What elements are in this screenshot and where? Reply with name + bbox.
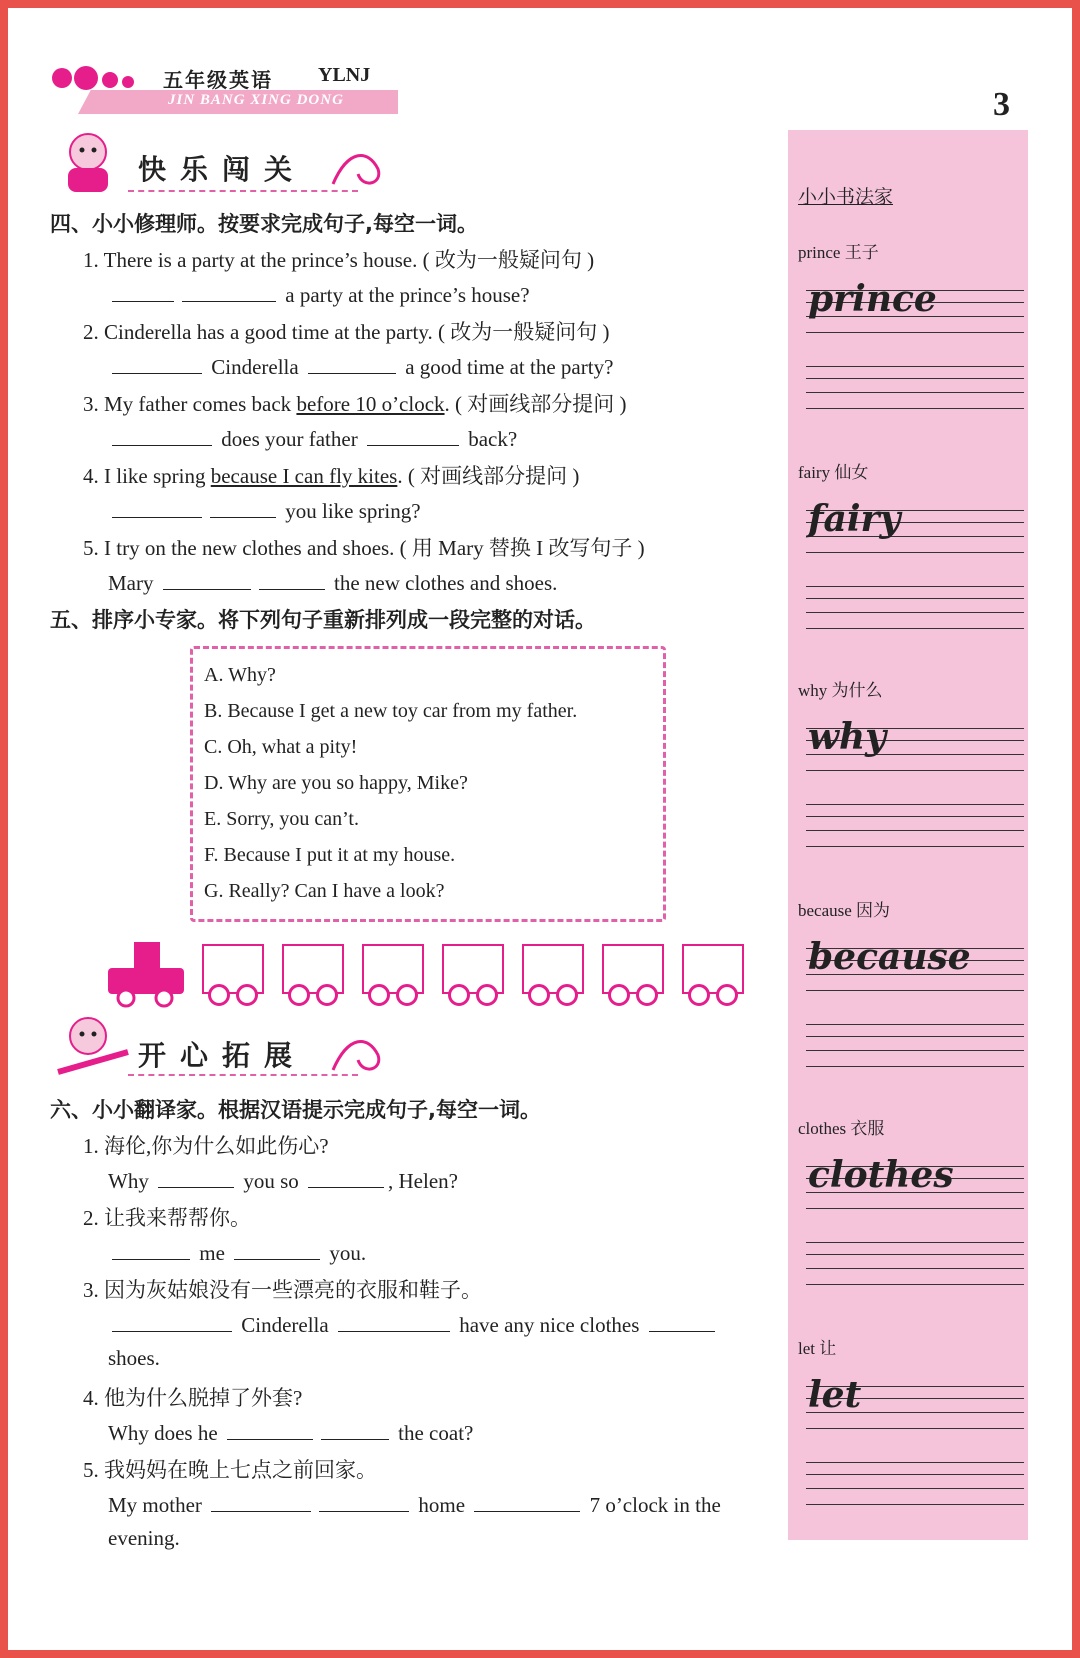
sidebar-title: 小小书法家 [798, 186, 894, 208]
translate-3-en: Cinderella have any nice clothes [108, 1310, 719, 1338]
translate-5-cn: 5. 我妈妈在晚上七点之前回家。 [83, 1458, 377, 1482]
header-dot [74, 66, 98, 90]
script-word: fairy [808, 498, 901, 540]
translate-3-cn: 3. 因为灰姑娘没有一些漂亮的衣服和鞋子。 [83, 1278, 482, 1302]
dialogue-option: E. Sorry, you can’t. [204, 808, 359, 830]
question-5-prompt: 5. I try on the new clothes and shoes. ( 用 Mary 替换 I 改写句子 ) [83, 536, 645, 560]
word-label: because 因为 [798, 901, 891, 920]
dialogue-option: C. Oh, what a pity! [204, 736, 358, 758]
word-card-fairy [798, 458, 1018, 540]
question-1-answer: a party at the prince’s house? [108, 280, 530, 308]
word-label: prince 王子 [798, 243, 879, 262]
train-engine-icon [104, 938, 194, 1008]
cartoon-boy-icon [48, 128, 138, 198]
header-dot [52, 68, 72, 88]
train-answer-slots [104, 938, 764, 1008]
script-word: because [808, 936, 971, 978]
word-card-prince [798, 238, 1018, 320]
script-word: let [808, 1374, 862, 1416]
translate-2-en: me you. [108, 1238, 366, 1266]
page-number: 3 [993, 86, 1010, 123]
section-title-happy-extension: 开心拓展 [138, 1039, 307, 1072]
translate-3-en-cont: shoes. [108, 1346, 160, 1370]
cartoon-girl-icon [48, 1012, 138, 1082]
word-card-clothes [798, 1114, 1018, 1196]
word-label: fairy 仙女 [798, 463, 869, 482]
section-divider [128, 1074, 358, 1076]
question-2-prompt: 2. Cinderella has a good time at the party. ( 改为一般疑问句 ) [83, 320, 610, 344]
word-label: clothes 衣服 [798, 1119, 885, 1138]
question-1-prompt: 1. There is a party at the prince’s house. ( 改为一般疑问句 ) [83, 248, 595, 272]
translate-5-en: My mother home 7 o’clock in the [108, 1490, 721, 1518]
calligraphy-sidebar [788, 130, 1028, 1540]
header-banner: JIN BANG XING DONG [168, 92, 344, 108]
script-word: clothes [808, 1154, 954, 1196]
exercise-heading-4: 四、小小修理师。按要求完成句子,每空一词。 [50, 212, 478, 236]
exercise-heading-5: 五、排序小专家。将下列句子重新排列成一段完整的对话。 [50, 608, 596, 632]
word-card-because [798, 896, 1018, 978]
flourish-icon [328, 1030, 388, 1080]
translate-2-cn: 2. 让我来帮帮你。 [83, 1206, 251, 1230]
question-4-prompt: 4. I like spring because I can fly kites. ( 对画线部分提问 ) [83, 464, 580, 488]
translate-4-en: Why does he the coat? [108, 1418, 473, 1446]
dialogue-option: D. Why are you so happy, Mike? [204, 772, 468, 794]
section-divider [128, 190, 358, 192]
header-dot [122, 76, 134, 88]
script-word: why [808, 716, 887, 758]
question-3-answer: does your father back? [108, 424, 517, 452]
exercise-heading-6: 六、小小翻译家。根据汉语提示完成句子,每空一词。 [50, 1098, 541, 1122]
word-label: why 为什么 [798, 681, 883, 700]
dialogue-option: F. Because I put it at my house. [204, 844, 456, 866]
header-grade: 五年级英语 [163, 68, 273, 92]
translate-1-en: Why you so , Helen? [108, 1166, 458, 1194]
word-label: let 让 [798, 1339, 837, 1358]
script-word: prince [808, 278, 937, 320]
header-dot [102, 72, 118, 88]
dialogue-option: G. Really? Can I have a look? [204, 880, 445, 902]
dialogue-option: B. Because I get a new toy car from my father. [204, 700, 578, 722]
question-3-prompt: 3. My father comes back before 10 o’clock. ( 对画线部分提问 ) [83, 392, 627, 416]
question-4-answer: you like spring? [108, 496, 421, 524]
dialogue-option: A. Why? [204, 664, 276, 686]
word-card-let [798, 1334, 1018, 1416]
translate-1-cn: 1. 海伦,你为什么如此伤心? [83, 1134, 329, 1158]
translate-4-cn: 4. 他为什么脱掉了外套? [83, 1386, 303, 1410]
header-code: YLNJ [318, 64, 371, 86]
translate-5-en-cont: evening. [108, 1526, 180, 1550]
question-2-answer: Cinderella a good time at the party? [108, 352, 613, 380]
question-5-answer: Mary the new clothes and shoes. [108, 568, 557, 596]
word-card-why [798, 676, 1018, 758]
flourish-icon [328, 144, 388, 194]
section-title-happy-challenge: 快乐闯关 [138, 153, 307, 186]
